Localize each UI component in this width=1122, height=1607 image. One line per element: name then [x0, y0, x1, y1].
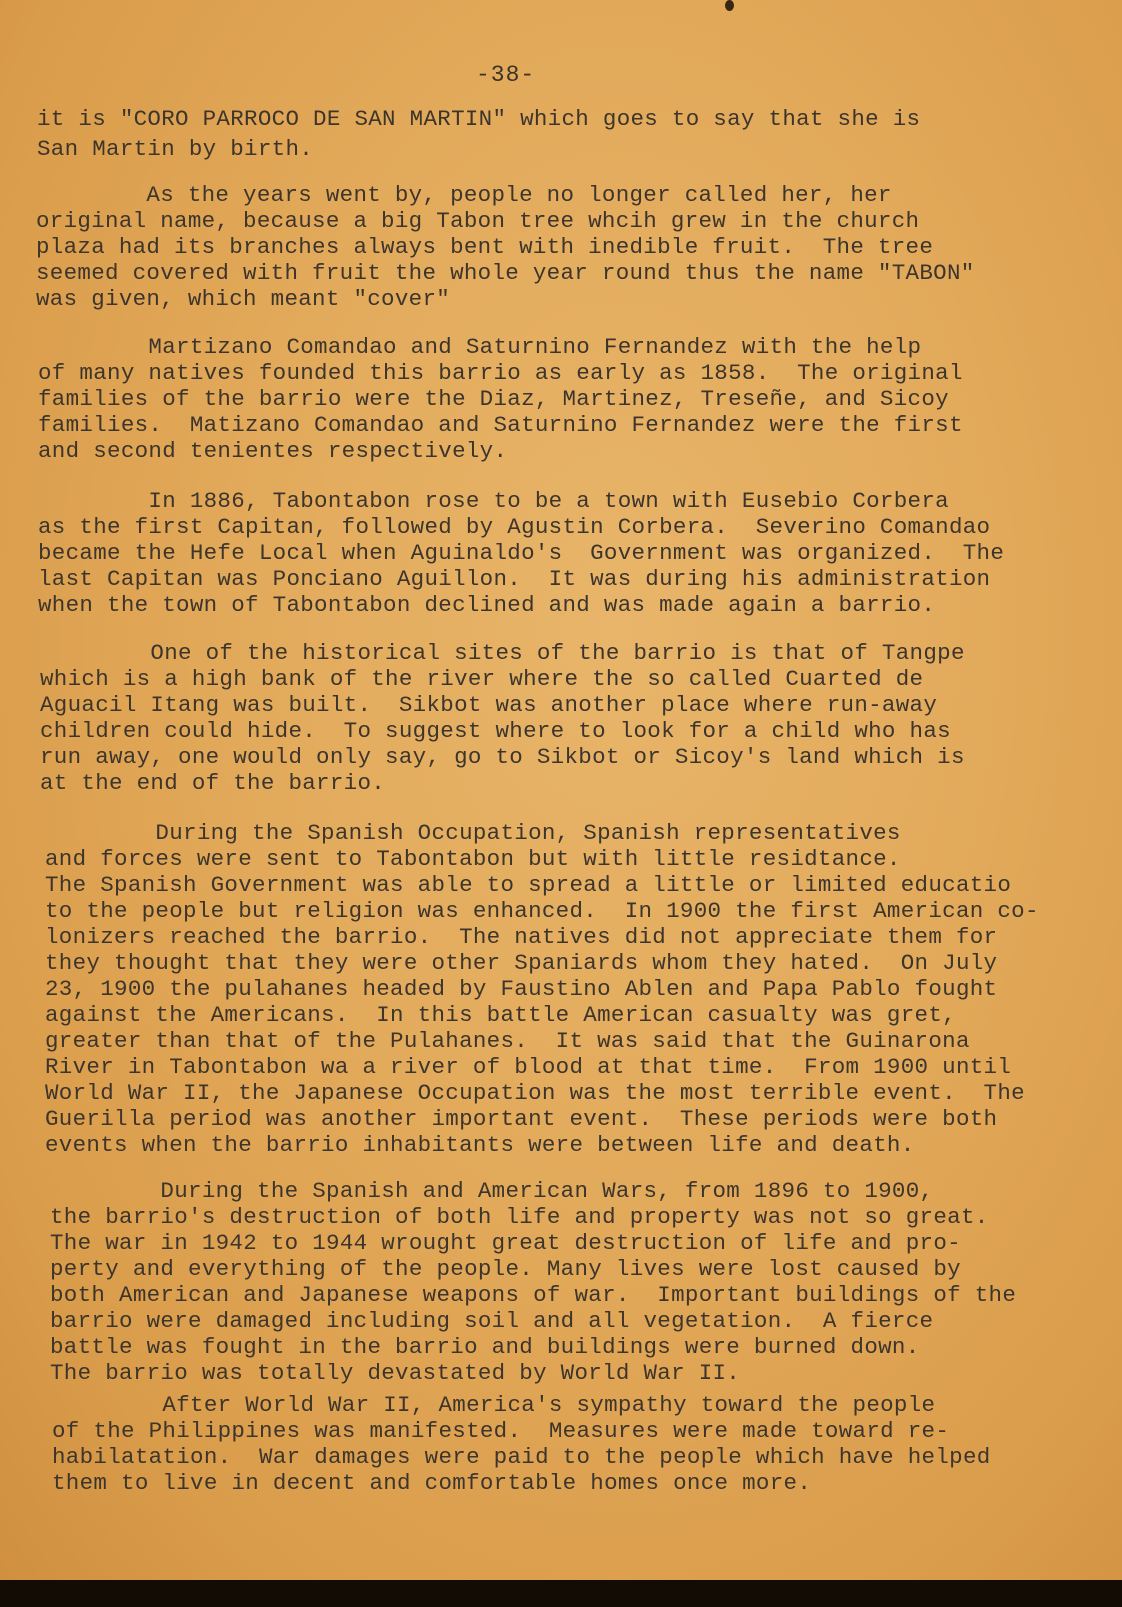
text-line: One of the historical sites of the barrio is that of Tangpe [40, 640, 965, 666]
text-line: against the Americans. In this battle American casualty was gret, [45, 1002, 956, 1028]
text-line: it is "CORO PARROCO DE SAN MARTIN" which goes to say that she is [37, 106, 921, 132]
text-line: Aguacil Itang was built. Sikbot was another place where run-away [40, 692, 938, 718]
text-line: at the end of the barrio. [40, 770, 386, 796]
text-line: last Capitan was Ponciano Aguillon. It was during his administration [38, 566, 991, 592]
text-line: was given, which meant "cover" [36, 286, 451, 312]
text-line: and second tenientes respectively. [38, 438, 508, 464]
text-line: original name, because a big Tabon tree whcih grew in the church [36, 208, 920, 234]
text-line: barrio were damaged including soil and all vegetation. A fierce [50, 1308, 934, 1334]
text-line: as the first Capitan, followed by Agustin Corbera. Severino Comandao [38, 514, 991, 540]
text-line: lonizers reached the barrio. The natives did not appreciate them for [45, 924, 998, 950]
text-line: families. Matizano Comandao and Saturnino Fernandez were the first [38, 412, 963, 438]
text-line: During the Spanish and American Wars, from 1896 to 1900, [50, 1178, 934, 1204]
text-line: when the town of Tabontabon declined and was made again a barrio. [38, 592, 936, 618]
text-line: run away, one would only say, go to Sikbot or Sicoy's land which is [40, 744, 965, 770]
text-line: plaza had its branches always bent with inedible fruit. The tree [36, 234, 934, 260]
text-line: which is a high bank of the river where the so called Cuarted de [40, 666, 924, 692]
text-line: the barrio's destruction of both life and property was not so great. [50, 1204, 989, 1230]
text-line: them to live in decent and comfortable homes once more. [52, 1470, 812, 1496]
text-line: World War II, the Japanese Occupation was the most terrible event. The [45, 1080, 1025, 1106]
text-line: they thought that they were other Spaniards whom they hated. On July [45, 950, 998, 976]
text-line: events when the barrio inhabitants were between life and death. [45, 1132, 915, 1158]
text-line: As the years went by, people no longer called her, her [36, 182, 892, 208]
text-line: children could hide. To suggest where to look for a child who has [40, 718, 951, 744]
text-line: During the Spanish Occupation, Spanish representatives [45, 820, 901, 846]
text-line: families of the barrio were the Diaz, Martinez, Treseñe, and Sicoy [38, 386, 949, 412]
page-number: -38- [476, 62, 536, 88]
scan-bottom-edge [0, 1580, 1122, 1607]
text-line: The war in 1942 to 1944 wrought great destruction of life and pro- [50, 1230, 961, 1256]
text-line: both American and Japanese weapons of war. Important buildings of the [50, 1282, 1017, 1308]
text-line: 23, 1900 the pulahanes headed by Faustino Ablen and Papa Pablo fought [45, 976, 998, 1002]
text-line: River in Tabontabon wa a river of blood at that time. From 1900 until [45, 1054, 1012, 1080]
text-line: The Spanish Government was able to spread a little or limited educatio [45, 872, 1012, 898]
text-line: became the Hefe Local when Aguinaldo's Government was organized. The [38, 540, 1005, 566]
text-line: In 1886, Tabontabon rose to be a town with Eusebio Corbera [38, 488, 949, 514]
text-line: The barrio was totally devastated by World War II. [50, 1360, 741, 1386]
text-line: and forces were sent to Tabontabon but with little residtance. [45, 846, 901, 872]
text-line: greater than that of the Pulahanes. It was said that the Guinarona [45, 1028, 970, 1054]
text-line: Martizano Comandao and Saturnino Fernandez with the help [38, 334, 922, 360]
text-line: habilatation. War damages were paid to the people which have helped [52, 1444, 991, 1470]
text-line: seemed covered with fruit the whole year round thus the name "TABON" [36, 260, 975, 286]
text-line: battle was fought in the barrio and buildings were burned down. [50, 1334, 920, 1360]
text-line: perty and everything of the people. Many lives were lost caused by [50, 1256, 961, 1282]
text-line: of many natives founded this barrio as early as 1858. The original [38, 360, 963, 386]
text-line: Guerilla period was another important event. These periods were both [45, 1106, 998, 1132]
text-line: to the people but religion was enhanced. In 1900 the first American co- [45, 898, 1039, 924]
text-line: After World War II, America's sympathy toward the people [52, 1392, 936, 1418]
text-line: of the Philippines was manifested. Measures were made toward re- [52, 1418, 950, 1444]
text-line: San Martin by birth. [37, 136, 314, 162]
